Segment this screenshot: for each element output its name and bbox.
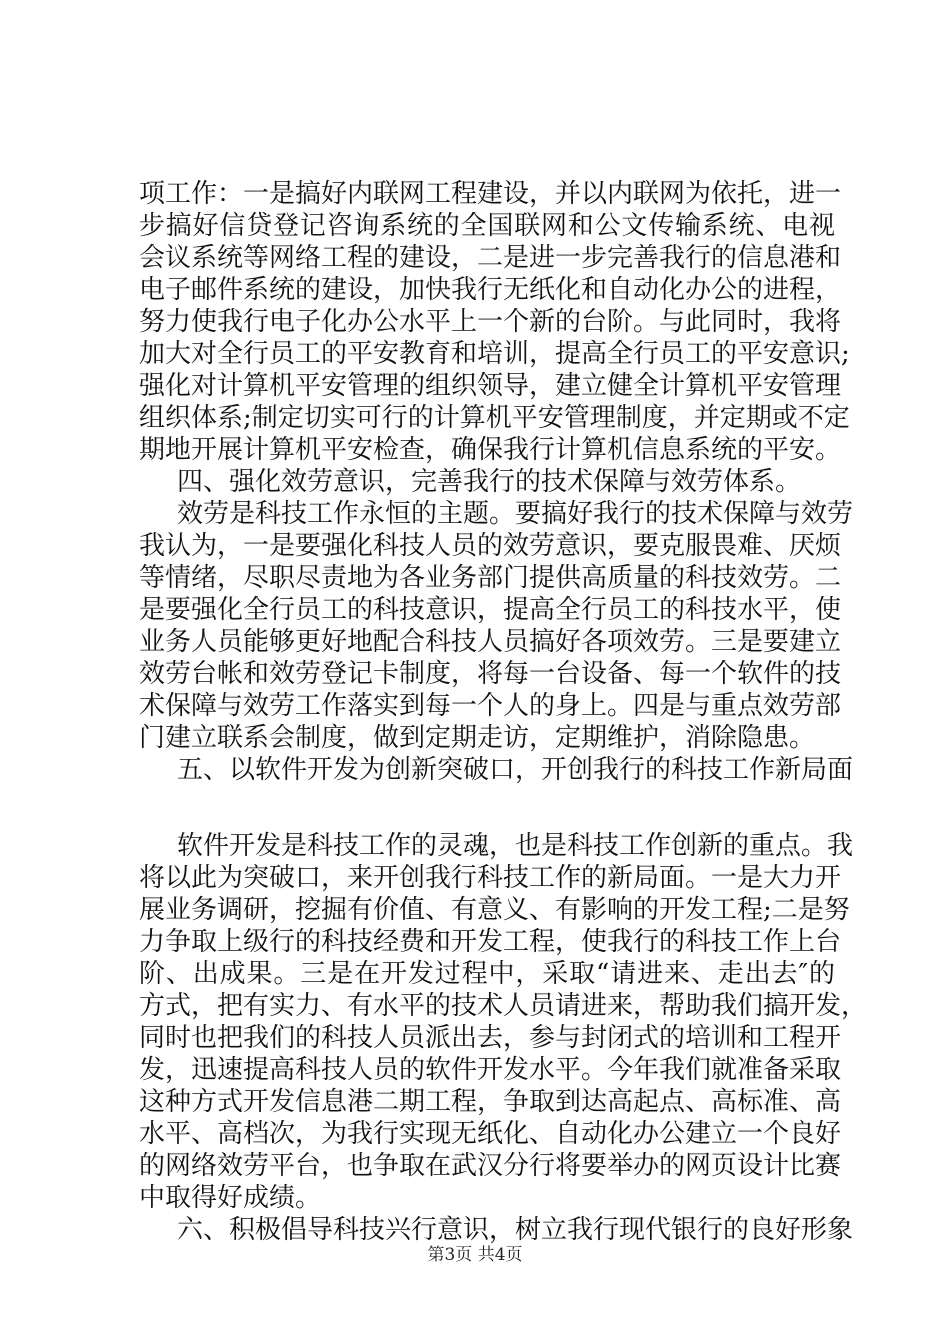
text-line: 期地开展计算机平安检查，确保我行计算机信息系统的平安。 (139, 435, 842, 465)
paragraph-software (139, 830, 868, 1214)
text-line: 同时也把我们的科技人员派出去，参与封闭式的培训和工程开 (139, 1023, 842, 1053)
text-line: 是要强化全行员工的科技意识，提高全行员工的科技水平，使 (139, 595, 842, 625)
text-line: 会议系统等网络工程的建设，二是进一步完善我行的信息港和 (139, 243, 842, 273)
text-line: 软件开发是科技工作的灵魂，也是科技工作创新的重点。我 (177, 831, 854, 861)
text-line: 展业务调研，挖掘有价值、有意义、有影响的开发工程;二是努 (139, 895, 850, 925)
text-line: 中取得好成绩。 (139, 1183, 322, 1213)
text-line: 力争取上级行的科技经费和开发工程，使我行的科技工作上台 (139, 927, 842, 957)
text-line: 发，迅速提高科技人员的软件开发水平。今年我们就准备采取 (139, 1055, 842, 1085)
text-line: 等情绪，尽职尽责地为各业务部门提供高质量的科技效劳。二 (139, 563, 842, 593)
text-line: 加大对全行员工的平安教育和培训，提高全行员工的平安意识; (139, 339, 850, 369)
page-number-footer: 第3页 共4页 (427, 1245, 523, 1265)
text-line: 组织体系;制定切实可行的计算机平安管理制度，并定期或不定 (139, 403, 850, 433)
text-line: 这种方式开发信息港二期工程，争取到达高起点、高标准、高 (139, 1087, 842, 1117)
text-line: 强化对计算机平安管理的组织领导，建立健全计算机平安管理 (139, 371, 842, 401)
text-line: 我认为，一是要强化科技人员的效劳意识，要克服畏难、厌烦 (139, 531, 842, 561)
text-line: 术保障与效劳工作落实到每一个人的身上。四是与重点效劳部 (139, 691, 842, 721)
text-line: 效劳是科技工作永恒的主题。要搞好我行的技术保障与效劳 (177, 499, 854, 529)
text-line: 业务人员能够更好地配合科技人员搞好各项效劳。三是要建立 (139, 627, 842, 657)
text-line: 将以此为突破口，来开创我行科技工作的新局面。一是大力开 (139, 863, 842, 893)
blank-line (139, 786, 835, 830)
section-heading-6: 六、积极倡导科技兴行意识，树立我行现代银行的良好形象 (177, 1215, 854, 1245)
text-line: 阶、出成果。三是在开发过程中，采取“请进来、走出去″的 (139, 959, 835, 989)
text-line: 方式，把有实力、有水平的技术人员请进来，帮助我们搞开发， (139, 991, 868, 1021)
paragraph-service (139, 498, 854, 754)
text-line: 努力使我行电子化办公水平上一个新的台阶。与此同时，我将 (139, 307, 842, 337)
text-line: 水平、高档次，为我行实现无纸化、自动化办公建立一个良好 (139, 1119, 842, 1149)
text-line: 门建立联系会制度，做到定期走访，定期维护，消除隐患。 (139, 723, 816, 753)
text-line: 项工作：一是搞好内联网工程建设，并以内联网为依托，进一 (139, 179, 842, 209)
text-line: 的网络效劳平台，也争取在武汉分行将要举办的网页设计比赛 (139, 1151, 842, 1181)
section-heading-5: 五、以软件开发为创新突破口，开创我行的科技工作新局面 (177, 755, 854, 785)
section-heading-4: 四、强化效劳意识，完善我行的技术保障与效劳体系。 (177, 467, 802, 497)
text-line: 效劳台帐和效劳登记卡制度，将每一台设备、每一个软件的技 (139, 659, 842, 689)
document-body (139, 178, 868, 1246)
text-line: 电子邮件系统的建设，加快我行无纸化和自动化办公的进程， (139, 275, 842, 305)
text-line: 步搞好信贷登记咨询系统的全国联网和公文传输系统、电视 (139, 211, 835, 241)
paragraph-network-work (139, 178, 850, 466)
